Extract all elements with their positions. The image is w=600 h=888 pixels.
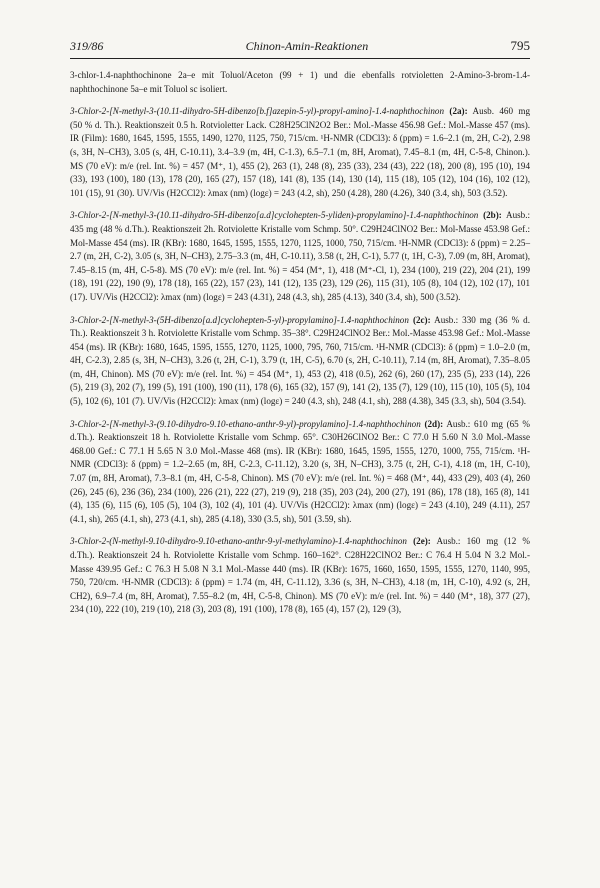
compound-label: (2c):: [412, 314, 431, 325]
compound-label: (2b):: [483, 210, 502, 221]
journal-reference: 319/86: [70, 39, 104, 53]
compound-label: (2e):: [413, 536, 431, 547]
compound-data: Ausb.: 330 mg (36 % d. Th.). Reaktionszeit 3 h. Rotviolette Kristalle vom Schmp. 35–38°. C29H24ClNO2 Ber.: Mol.-Masse 453.98 Gef.: Mol.-Masse 454 (ms). IR (KBr): 1680, 1645, 1595, 1555, 1270, 1125, 1000, 795, 760, 715/cm. ¹H-NMR (CDCl3): δ (ppm) = 1.0–2.0 (m, 4H, C-2.3), 2.85 (s, 3H, N–CH3), 3.26 (t, 2H, C-1), 3.79 (t, 1H, C-5), 6.70 (s, 2H, C-10.11), 7.14 (m, 8H, Aromat), 7.35–8.05 (m, 4H, Chinon). MS (70 eV): m/e (rel. Int. %) = 454 (M⁺, 1), 453 (2), 418 (0.5), 262 (6), 260 (17), 235 (5), 233 (14), 226 (5), 219 (3), 202 (7), 199 (5), 191 (100), 190 (11), 178 (6), 165 (32), 157 (9), 141 (2), 135 (7), 129 (10), 115 (10), 105 (5), 104 (5), 102 (6), 101 (7). UV/Vis (H2CCl2): λmax (nm) (logε) = 240 (4.3, sh), 248 (4.1, sh), 288 (4.38), 345 (3.3, sh), 504 (3.54).: [70, 314, 530, 407]
compound-label: (2d):: [424, 418, 444, 429]
compound-entry-2a: [70, 105, 530, 200]
compound-label: (2a):: [449, 106, 468, 117]
running-head: [70, 38, 530, 59]
compound-title: 3-Chlor-2-[N-methyl-3-(5H-dibenzo[a.d]cyclohepten-5-yl)-propylamino]-1.4-naphthochinon: [70, 314, 409, 325]
compound-entry-2c: [70, 314, 530, 409]
compound-data: Ausb. 460 mg (50 % d. Th.). Reaktionszeit 0.5 h. Rotvioletter Lack. C28H25ClN2O2 Ber.: Mol.-Masse 456.98 Gef.: Mol.-Masse 457 (ms). IR (Film): 1680, 1645, 1595, 1555, 1490, 1270, 1125, 750, 715/cm. ¹H-NMR (CDCl3): δ (ppm) = 1.6–2.1 (m, 2H, C-2), 2.98 (s, 3H, N–CH3), 3.05 (s, 4H, C-10.11), 3.4–3.9 (m, 4H, C-1.3), 6.5–7.1 (m, 8H, Aromat), 7.45–8.1 (m, 4H, C-5-8, Chinon.). MS (70 eV): m/e (rel. Int. %) = 457 (M⁺, 1), 455 (2), 263 (1), 248 (8), 235 (33), 234 (43), 222 (18), 200 (8), 195 (10), 194 (33), 193 (100), 180 (13), 178 (20), 165 (27), 157 (18), 141 (8), 135 (14), 130 (14), 115 (18), 105 (12), 104 (16), 102 (12), 101 (15), 91 (30). UV/Vis (H2CCl2): λmax (nm) (logε) = 243 (4.2, sh), 250 (4.28), 280 (4.26), 340 (3.4, sh), 503 (3.52).: [70, 106, 530, 198]
intro-paragraph: [70, 69, 530, 96]
paragraph-text: 3-chlor-1.4-naphthochinone 2a–e mit Toluol/Aceton (99 + 1) und die ebenfalls rotvioletten 2-Amino-3-brom-1.4-naphthochinone 5a–e mit Toluol sc isoliert.: [70, 70, 530, 94]
compound-entry-2e: [70, 535, 530, 617]
compound-entry-2b: [70, 209, 530, 304]
compound-entry-2d: [70, 418, 530, 527]
compound-title: 3-Chlor-2-[N-methyl-3-(10.11-dihydro-5H-dibenzo[a.d]cyclohepten-5-yliden)-propylamino]-1.4-naphthochinon: [70, 210, 479, 221]
compound-title: 3-Chlor-2-[N-methyl-3-(9.10-dihydro-9.10-ethano-anthr-9-yl)-propylamino]-1.4-naphthochinon: [70, 418, 421, 429]
compound-data: Ausb.: 160 mg (12 % d.Th.). Reaktionszeit 24 h. Rotviolette Kristalle vom Schmp. 160–162°. C28H22ClNO2 Ber.: C 76.4 H 5.04 N 3.2 Mol.-Masse 439.95 Gef.: C 76.3 H 5.08 N 3.1 Mol.-Masse 440 (ms). IR (KBr): 1675, 1660, 1650, 1595, 1555, 1270, 1140, 995, 750, 720/cm. ¹H-NMR (CDCl3): δ (ppm) = 1.74 (m, 4H, C-11.12), 3.36 (s, 3H, N–CH3), 4.18 (m, 1H, C-10), 4.92 (s, 2H, CH2), 6.9–7.4 (m, 8H, Aromat), 7.55–8.2 (m, 4H, C-5-8, Chinon). MS (70 eV): m/e (rel. Int. %) = 440 (M⁺, 18), 377 (27), 234 (10), 222 (10), 219 (10), 218 (3), 203 (8), 191 (100), 178 (8), 165 (4), 157 (2), 129 (3),: [70, 536, 530, 615]
running-title: Chinon-Amin-Reaktionen: [245, 39, 369, 53]
compound-title: 3-Chlor-2-(N-methyl-9.10-dihydro-9.10-ethano-anthr-9-yl-methylamino)-1.4-naphthochinon: [70, 536, 407, 547]
page-number: 795: [510, 38, 530, 53]
compound-title: 3-Chlor-2-[N-methyl-3-(10.11-dihydro-5H-dibenzo[b.f]azepin-5-yl)-propyl-amino]-1.4-naphthochinon: [70, 106, 445, 117]
compound-data: Ausb.: 610 mg (65 % d.Th.). Reaktionszeit 18 h. Rotviolette Kristalle vom Schmp. 65°. C30H26ClNO2 Ber.: C 77.0 H 5.60 N 3.0 Mol.-Masse 468.00 Gef.: C 77.1 H 5.65 N 3.0 Mol.-Masse 468 (ms). IR (KBr): 1680, 1645, 1595, 1555, 1270, 1000, 755, 715/cm. ¹H-NMR (CDCl3): δ (ppm) = 1.2–2.65 (m, 8H, C-2.3, C-11.12), 3.20 (s, 3H, N–CH3), 3.75 (t, 2H, C-1), 4.18 (m, 1H, C-10), 7.07 (m, 8H, Aromat), 7.3–8.1 (m, 4H, C-5-8, Chinon). MS (70 eV): m/e (rel. Int. %) = 468 (M⁺, 44), 433 (29), 403 (4), 260 (26), 245 (6), 236 (36), 234 (100), 226 (21), 222 (27), 219 (9), 218 (35), 203 (24), 200 (27), 191 (86), 178 (18), 165 (8), 141 (4), 135 (6), 115 (6), 105 (5), 104 (3), 102 (4), 101 (4). UV/Vis (H2CCl2): λmax (nm) (logε) = 243 (4.10), 249 (4.11), 257 (4.1, sh), 265 (4.1, sh), 273 (4.1, sh), 285 (4.18), 330 (3.5, sh), 501 (3.59, sh).: [70, 418, 530, 524]
compound-data: Ausb.: 435 mg (48 % d.Th.). Reaktionszeit 2h. Rotviolette Kristalle vom Schmp. 50°. C29H24ClNO2 Ber.: Mol-Masse 453.98 Gef.: Mol-Masse 454 (ms). IR (KBr): 1680, 1645, 1595, 1555, 1270, 1125, 1000, 750, 715/cm. ¹H-NMR (CDCl3): δ (ppm) = 2.25–2.7 (m, 2H, C-2), 3.05 (s, 3H, N–CH3), 2.75–3.3 (m, 4H, C-10.11), 3.58 (t, 2H, C-1), 5.77 (t, 1H, C-3), 7.09 (m, 8H, Aromat), 7.45–8.15 (m, 4H, C-5-8). MS (70 eV): m/e (rel. Int. %) = 454 (M⁺, 1), 418 (M⁺-Cl, 1), 234 (100), 219 (22), 204 (21), 199 (18), 191 (22), 190 (9), 178 (18), 165 (22), 157 (23), 141 (12), 135 (23), 129 (26), 115 (31), 105 (8), 104 (12), 102 (17), 101 (17). UV/Vis (H2CCl2): λmax (nm) (logε) = 243 (4.31), 248 (4.3, sh), 285 (4.13), 340 (3.4, sh), 500 (3.52).: [70, 210, 530, 302]
